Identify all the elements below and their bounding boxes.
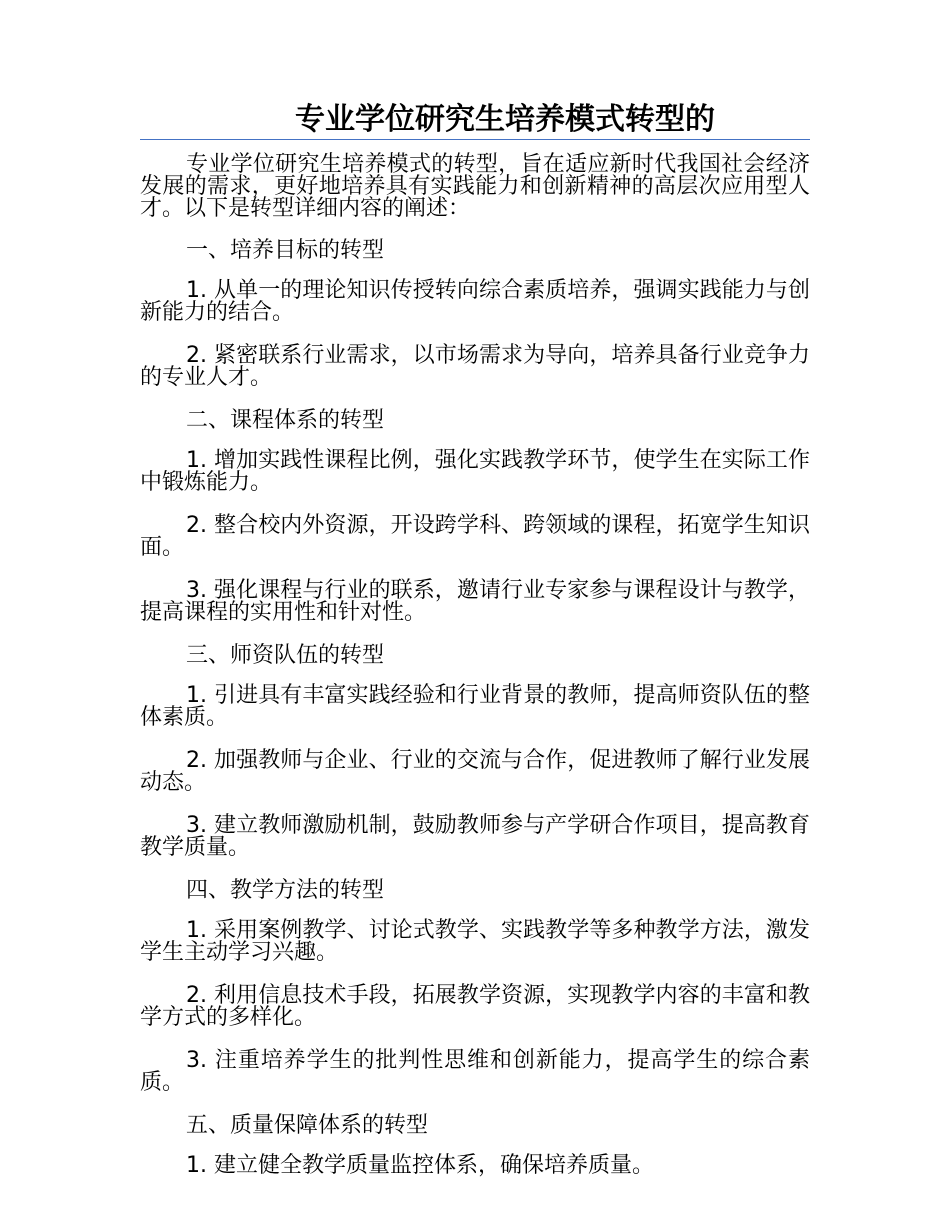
paragraph-teaching-1: 1. 采用案例教学、讨论式教学、实践教学等多种教学方法，激发学生主动学习兴趣。 — [140, 918, 810, 965]
paragraph-curriculum-1: 1. 增加实践性课程比例，强化实践教学环节，使学生在实际工作中锻炼能力。 — [140, 448, 810, 495]
paragraph-teaching-3: 3. 注重培养学生的批判性思维和创新能力，提高学生的综合素质。 — [140, 1048, 810, 1095]
paragraph-quality-1: 1. 建立健全教学质量监控体系，确保培养质量。 — [186, 1153, 654, 1178]
paragraph-faculty-3: 3. 建立教师激励机制，鼓励教师参与产学研合作项目，提高教育教学质量。 — [140, 813, 810, 860]
section-heading-curriculum: 二、课程体系的转型 — [186, 408, 385, 433]
document-page — [140, 100, 810, 1198]
section-heading-quality: 五、质量保障体系的转型 — [186, 1113, 429, 1138]
section-heading-goals: 一、培养目标的转型 — [186, 238, 385, 263]
paragraph-curriculum-3: 3. 强化课程与行业的联系，邀请行业专家参与课程设计与教学，提高课程的实用性和针对性。 — [140, 578, 810, 625]
document-title: 专业学位研究生培养模式转型的 — [295, 102, 715, 137]
paragraph-curriculum-2: 2. 整合校内外资源，开设跨学科、跨领域的课程，拓宽学生知识面。 — [140, 513, 810, 560]
paragraph-goals-1: 1. 从单一的理论知识传授转向综合素质培养，强调实践能力与创新能力的结合。 — [140, 278, 810, 325]
section-heading-teaching: 四、教学方法的转型 — [186, 878, 385, 903]
intro-paragraph: 专业学位研究生培养模式的转型，旨在适应新时代我国社会经济发展的需求，更好地培养具有实践能力和创新精神的高层次应用型人才。以下是转型详细内容的阐述： — [140, 152, 810, 221]
paragraph-faculty-2: 2. 加强教师与企业、行业的交流与合作，促进教师了解行业发展动态。 — [140, 748, 810, 795]
section-heading-faculty: 三、师资队伍的转型 — [186, 643, 385, 668]
paragraph-goals-2: 2. 紧密联系行业需求，以市场需求为导向，培养具备行业竞争力的专业人才。 — [140, 343, 810, 390]
paragraph-faculty-1: 1. 引进具有丰富实践经验和行业背景的教师，提高师资队伍的整体素质。 — [140, 683, 810, 730]
paragraph-teaching-2: 2. 利用信息技术手段，拓展教学资源，实现教学内容的丰富和教学方式的多样化。 — [140, 983, 810, 1030]
